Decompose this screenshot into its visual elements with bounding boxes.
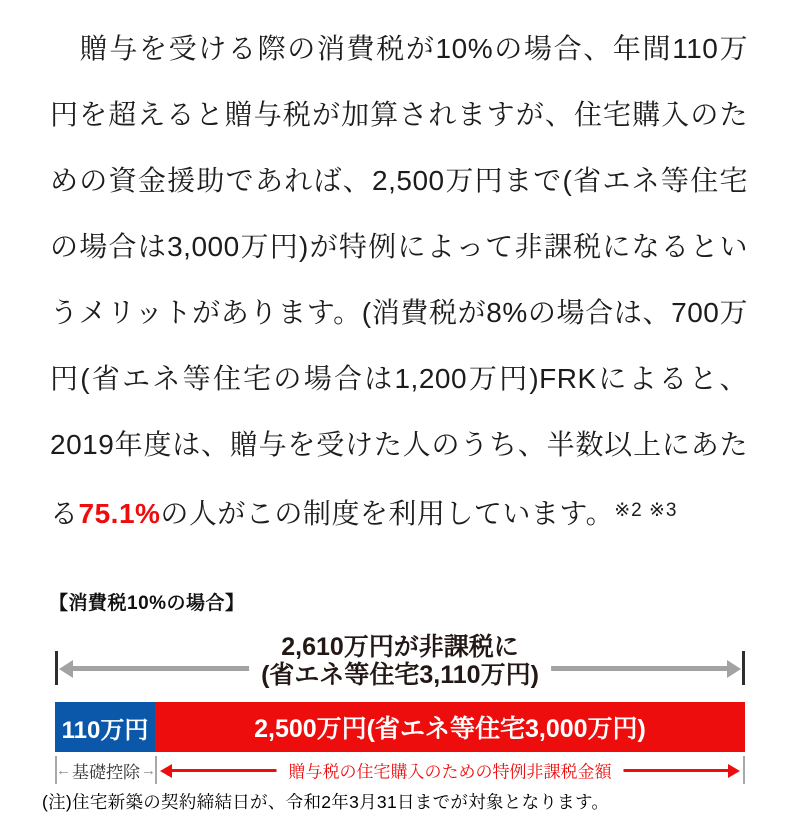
arrowhead-right-icon	[727, 660, 741, 678]
highlight-percentage: 75.1%	[78, 498, 161, 529]
total-exemption-line1: 2,610万円が非課税に	[281, 633, 519, 661]
paragraph-text-after: の人がこの制度を利用しています。	[160, 498, 615, 529]
special-exemption-label: 贈与税の住宅購入のための特例非課税金額	[277, 758, 624, 783]
total-range-arrow	[55, 630, 745, 692]
arrowhead-left-icon	[59, 660, 73, 678]
footnote-references: ※2 ※3	[614, 500, 678, 521]
special-exemption-segment: 2,500万円(省エネ等住宅3,000万円)	[155, 702, 745, 752]
basic-deduction-label: 基礎控除	[72, 762, 140, 782]
basic-deduction-range	[56, 754, 156, 786]
legend-row	[55, 754, 745, 786]
red-arrowhead-left-icon	[160, 764, 172, 778]
total-exemption-label	[249, 633, 551, 689]
paragraph-text-before: 贈与を受ける際の消費税が10%の場合、年間110万円を超えると贈与税が加算されますが、住宅購入のための資金援助であれば、2,500万円まで(省エネ等住宅の場合は3,000万円)が特例によって非課税になるというメリットがあります。(消費税が8%の場合は、700万円(省エネ等住宅の場合は1,200万円)FRKによると、2019年度は、贈与を受けた人のうち、半数以上にあたる	[50, 33, 748, 529]
range-endbar-right	[742, 651, 745, 685]
exemption-bar	[55, 702, 745, 752]
body-paragraph	[50, 16, 748, 547]
special-exemption-range	[160, 754, 740, 786]
red-arrowhead-right-icon	[728, 764, 740, 778]
arrow-left-icon: ←	[56, 761, 71, 779]
legend-endbar-right	[743, 756, 745, 784]
arrow-right-icon: →	[141, 761, 156, 779]
total-exemption-line2: (省エネ等住宅3,110万円)	[261, 661, 539, 689]
note-text: (注)住宅新築の契約締結日が、令和2年3月31日までが対象となります。	[42, 792, 610, 812]
figure-title: 【消費税10%の場合】	[49, 593, 245, 614]
basic-deduction-segment: 110万円	[55, 702, 155, 752]
range-endbar-left	[55, 651, 58, 685]
